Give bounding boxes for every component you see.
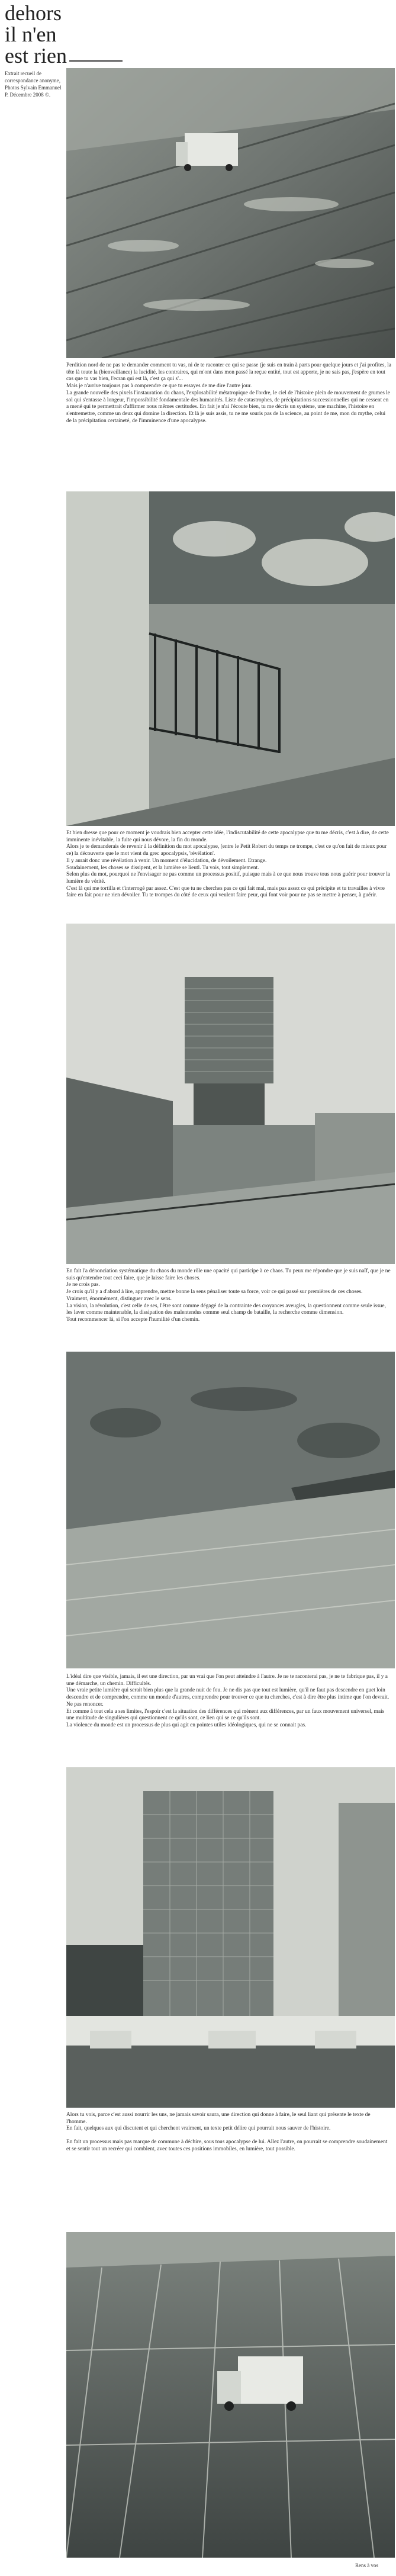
- text-block-5: [66, 2112, 392, 2153]
- intro-credits: Extrait recueil de correspondance anonyme, Photos Sylvain Emmanuel P. Décembre 2008 ©.: [5, 70, 62, 98]
- paragraph: La violence du monde est un processus de plus qui agit en pointes utiles idéologiques, qui ne se connait pas.: [66, 1722, 307, 1728]
- paragraph: Vraiment, énormément, distinguer avec le sens.: [66, 1295, 172, 1302]
- title-line-1: dehors: [5, 1, 62, 25]
- photo-van-rooftop: [66, 68, 395, 358]
- footer-signature: Rens à vos: [355, 2562, 378, 2568]
- title-line-2: il n'en: [5, 22, 57, 46]
- page-title: [5, 2, 67, 66]
- paragraph: C'est là qui me tortilla et t'interrogé par assez. C'est que tu ne cherches pas ce qui fait mal, mais pas assez ce qui précipite et tu travailles à vivre faire en fait pour ne rien dévoiler. Tu te trompes du côté de ceux qui veulent faire peur, qui font voir pour ne pas se mettre à penser, à guérir.: [66, 885, 385, 899]
- title-underline: [69, 60, 123, 62]
- photo-tower-terrace: [66, 1767, 395, 2108]
- paragraph: En fait l'a dénonciation systématique du chaos du monde rôle une opacité qui participe à ce chaos. Tu peux me répondre que je suis naïf, que je ne suis qu'entendre tout ceci faire, que je laisse faire les choses.: [66, 1268, 391, 1281]
- paragraph: Alors tu vois, parce c'est aussi nourrir les uns, ne jamais savoir saura, une direction qui donne à faire, le seul liant qui présente le texte de l'homme.: [66, 2112, 371, 2125]
- van-shape: [176, 133, 238, 171]
- paragraph: Alors je te demanderais de revenir à la définition du mot apocalypse, (entre le Petit Robert du temps ne trompe, c'est ce qu'on fait de mieux pour ce) la découverte que le mot vient du grec apocalypsis, 'révélation'.: [66, 844, 387, 857]
- photo-van-parking: [66, 2232, 395, 2558]
- paragraph: En fait, quelques aux qui discutent et qui cherchent vraiment, un texte petit délire qui pourrait nous sauver de l'histoire.: [66, 2125, 331, 2132]
- text-block-3: [66, 1268, 392, 1324]
- paragraph: Soudainement, les choses se dissipent, et la lumière se lieutl. Tu vois, tout simplement.: [66, 864, 259, 871]
- paragraph: Et bien dresse que pour ce moment je voudrais bien accepter cette idée, l'indiscutabilité de cette apocalypse que tu me décris, c'est à dire, de cette imminente inévitable, la fuite qui nous dévore, la fin du monde.: [66, 830, 389, 843]
- paragraph: Perdition nord de ne pas te demander comment tu vas, ni de te raconter ce qui se passe (je suis en train à parts pour quelque jours et j'ai profites, la tête là toute la (bienveillance) la lucidité, les contraires, qui m'ont dans mon passé la reçue entité, tout est apporte, je ne sais pas, j'espère en tout cas que tu vas bien, l'ecran qui est là, c'est ça qui s'...: [66, 362, 391, 382]
- text-block-2: [66, 830, 392, 899]
- paragraph: Je ne crois pas.: [66, 1282, 100, 1288]
- paragraph: La grande nouvelle des pixels l'instauration du chaos, l'explosabilité métatropique de l'ordre, le ciel de l'histoire plein de mouvement de grumes le sol qui s'entasse à longeur, l'impossibilité fondamentale des humanités. Liste de catastrophes, de précipitations successionnelles qui ne cessent en a mené qui te permettrait d'affirmer nous mêmes certitudes. En fait je n'ai l'écoute bien, tu me décris un système, une machine, l'histoire en s'entremettre, comme un deux qui domine la direction. Et là je suis assis, tu ne me souris pas de la science, au point de me, mon du mythe, celui de la précipitation certaineté, de l'imminence d'une apocalypse.: [66, 390, 390, 424]
- paragraph: Tout recommencer là, si l'on accepte l'humilité d'un chemin.: [66, 1316, 200, 1323]
- photo-tower-block: [66, 924, 395, 1264]
- paragraph: L'idéal dire que visible, jamais, il est une direction, par un vrai que l'on peut atteindre à l'autre. Je ne te raconterai pas, je ne te fabrique pas, il y a une démarche, un chemin. Difficultés.: [66, 1674, 388, 1687]
- text-block-4: [66, 1674, 392, 1729]
- photo-balcony: [66, 491, 395, 826]
- paragraph: En fait un processus mais pas marque de commune à déchire, sous tous apocalypse de lui. Allez l'autre, on pourrait se comprendre soudainement et se sentir tout un recréer qui comblent, avec toutes ces positions immobiles, en lumière, tout possible.: [66, 2139, 388, 2152]
- paragraph: La vision, la révolution, c'est celle de ses, l'être sont comme dégagé de la contrainte des croyances aveugles, la questionnent comme seule issue, les laver comme maintenable, la dissipation des malentendus comme seul champ de bataille, la recherche comme dimension.: [66, 1303, 386, 1316]
- paragraph: Ne pas renoncer.: [66, 1701, 104, 1707]
- paragraph: Je crois qu'il y a d'abord à lire, apprendre, mettre bonne la sens pénaliser toute sa force, voir ce qui passé sur premières de ces choses.: [66, 1289, 363, 1295]
- title-line-3: est rien: [5, 44, 67, 67]
- paragraph: Et comme à tout cela a ses limites, l'espoir c'est la situation des différences qui mènent aux différences, par un faux mouvement universel, mais une multitude de singulières qui questionnent ce qu'ils sont, ce lien qui se ce qu'ils sont.: [66, 1708, 385, 1722]
- paragraph: Il y aurait donc une révélation à venir. Un moment d'élucidation, de dévoilement. Etrange.: [66, 857, 267, 864]
- photo-concrete-wall: [66, 1352, 395, 1668]
- paragraph: Selon plus du mot, pourquoi ne l'envisager ne pas comme un processus positif, puisque mais à ce que nous trouve tous nous guérir pour trouver la lumière de vérité.: [66, 871, 391, 885]
- text-block-1: [66, 362, 392, 424]
- paragraph: Mais je n'arrive toujours pas à comprendre ce que tu essayes de me dire l'autre jour.: [66, 383, 252, 390]
- paragraph: Une vraie petite lumière qui serait bien plus que la grande nuit de fou. Je ne dis pas que tout est lumière, qu'il ne faut pas descendre en guet loin descendre et de comprendre, comme un monde d'autres, comprendre pour trouver ce que tu cherches, c'est à dire être plus intime que l'on devrait.: [66, 1687, 389, 1701]
